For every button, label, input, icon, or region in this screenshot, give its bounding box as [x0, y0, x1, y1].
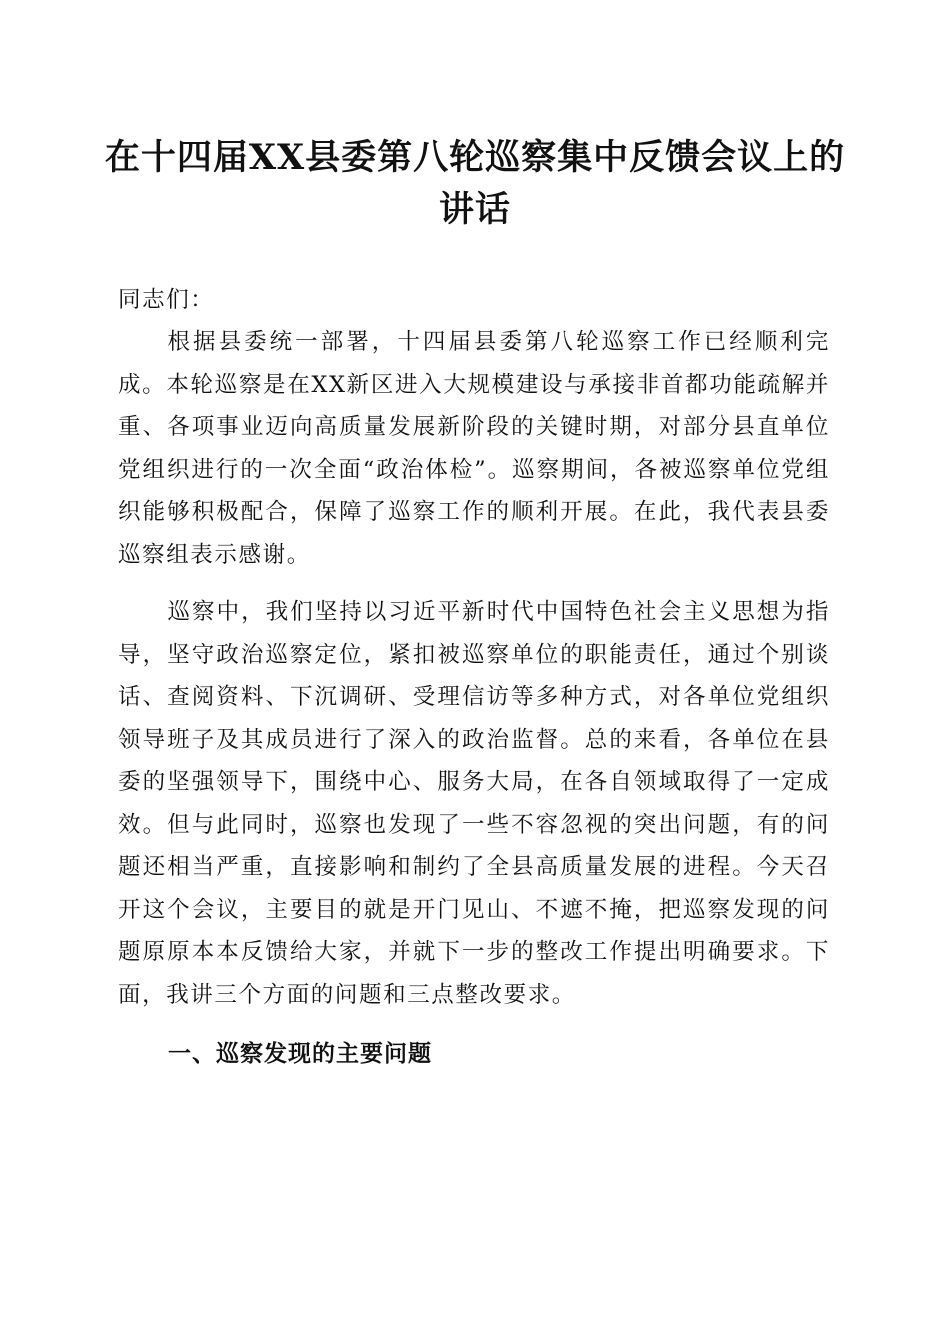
document-title: 在十四届XX县委第八轮巡察集中反馈会议上的讲话 — [104, 137, 846, 230]
paragraph-2: 巡察中，我们坚持以习近平新时代中国特色社会主义思想为指导，坚守政治巡察定位，紧扣被巡察单位的职能责任，通过个别谈话、查阅资料、下沉调研、受理信访等多种方式，对各单位党组织领导班子及其成员进行了深入的政治监督。总的来看，各单位在县委的坚强领导下，围绕中心、服务大局，在各自领域取得了一定成效。但与此同时，巡察也发现了一些不容忽视的突出问题，有的问题还相当严重，直接影响和制约了全县高质量发展的进程。今天召开这个会议，主要目的就是开门见山、不遮不掩，把巡察发现的问题原原本本反馈给大家，并就下一步的整改工作提出明确要求。下面，我讲三个方面的问题和三点整改要求。 — [118, 599, 830, 1008]
section-heading-1: 一、巡察发现的主要问题 — [168, 1041, 432, 1067]
paragraph-1: 根据县委统一部署，十四届县委第八轮巡察工作已经顺利完成。本轮巡察是在XX新区进入大规模建设与承接非首都功能疏解并重、各项事业迈向高质量发展新阶段的关键时期，对部分县直单位党组织进行的一次全面“政治体检”。巡察期间，各被巡察单位党组织能够积极配合，保障了巡察工作的顺利开展。在此，我代表县委巡察组表示感谢。 — [118, 329, 830, 568]
salutation: 同志们： — [118, 287, 215, 313]
